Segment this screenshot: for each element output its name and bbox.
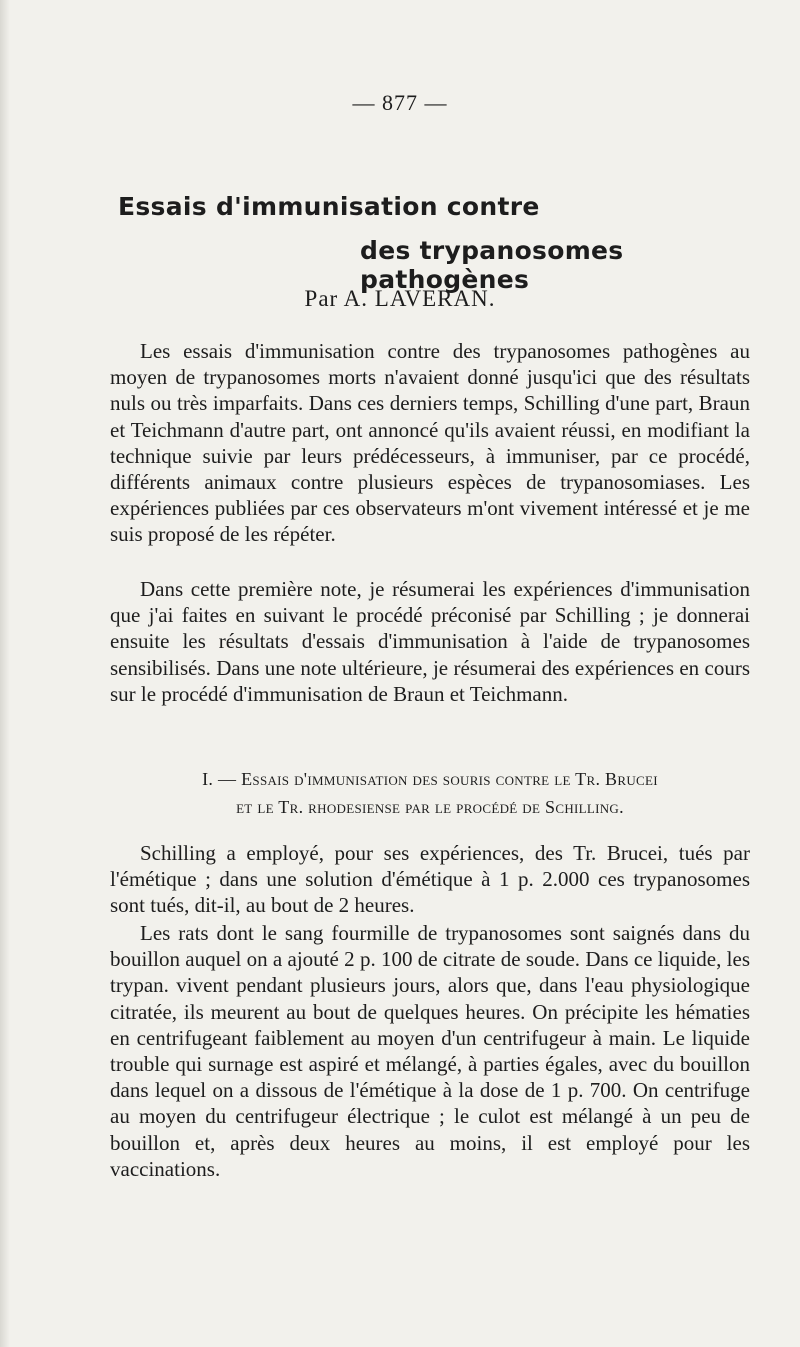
paragraph-plan (110, 576, 750, 707)
paragraph-method (110, 920, 750, 1182)
title-line-2: des trypanosomes pathogènes (360, 236, 624, 294)
title-line-1: Essais d'immunisation contre (118, 192, 540, 221)
paragraph-3-text: Schilling a employé, pour ses expériences, des Tr. Brucei, tués par l'émétique ; dans une solution d'émétique à 1 p. 2.000 ces trypanosomes sont tués, dit-il, au bout de 2 heures. (110, 841, 750, 918)
paragraph-2-text: Dans cette première note, je résumerai les expériences d'immunisation que j'ai faites en suivant le procédé préconisé par Schilling ; je donnerai ensuite les résultats d'essais d'immunisation à l'aide de trypanosomes sensibilisés. Dans une note ultérieure, je résumerai des expériences en cours sur le procédé d'immunisation de Braun et Teichmann. (110, 577, 750, 706)
section-heading-line-2: et le Tr. rhodesiense par le procédé de Schilling. (236, 797, 624, 817)
paragraph-schilling (110, 840, 750, 919)
page-number: — 877 — (352, 90, 448, 115)
author-line: Par A. LAVERAN. (304, 286, 496, 311)
paragraph-intro (110, 338, 750, 548)
paragraph-1-text: Les essais d'immunisation contre des trypanosomes pathogènes au moyen de trypanosomes morts n'avaient donné jusqu'ici que des résultats nuls ou très imparfaits. Dans ces derniers temps, Schilling d'une part, Braun et Teichmann d'autre part, ont annoncé qu'ils avaient réussi, en modifiant la technique suivie par leurs prédécesseurs, à immuniser, par ce procédé, différents animaux contre plusieurs espèces de trypanosomiases. Les expériences publiées par ces observateurs m'ont vivement intéressé et je me suis proposé de les répéter. (110, 339, 750, 547)
paragraph-4-text: Les rats dont le sang fourmille de trypanosomes sont saignés dans du bouillon auquel on a ajouté 2 p. 100 de citrate de soude. Dans ce liquide, les trypan. vivent pendant plusieurs jours, alors que, dans l'eau physiologique citratée, ils meurent au bout de quelques heures. On précipite les hématies en centrifugeant faiblement au moyen d'un centrifugeur à main. Le liquide trouble qui surnage est aspiré et mélangé, à parties égales, avec du bouillon dans lequel on a dissous de l'émétique à la dose de 1 p. 700. On centrifuge au moyen du centrifugeur électrique ; le culot est mélangé à un peu de bouillon et, après deux heures au moins, il est employé pour les vaccinations. (110, 921, 750, 1181)
section-heading-line-1: I. — Essais d'immunisation des souris contre le Tr. Brucei (202, 769, 658, 789)
section-heading (110, 765, 750, 821)
